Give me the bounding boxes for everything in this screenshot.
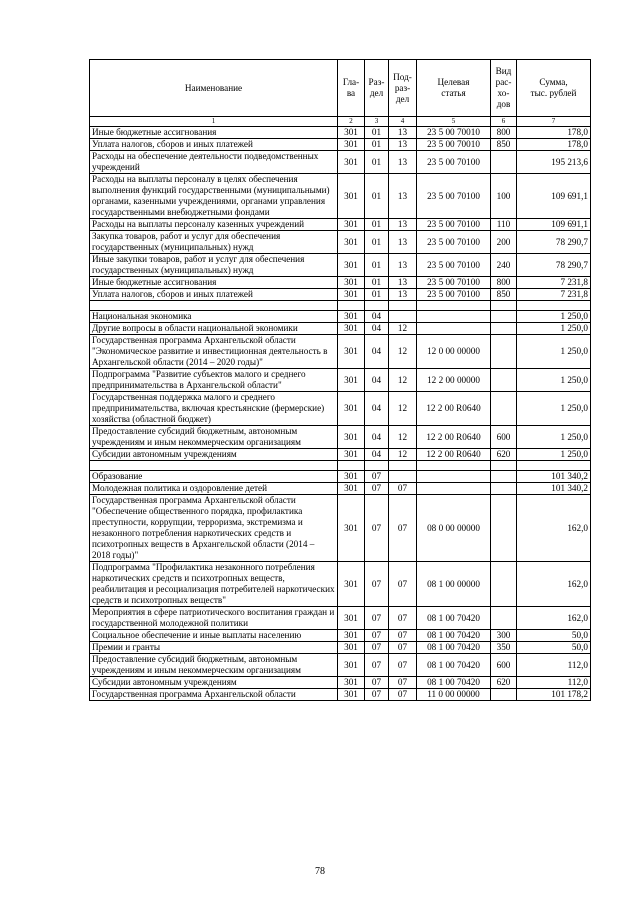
- row-amount-cell: 7 231,8: [517, 289, 591, 301]
- row-amount-cell: [517, 301, 591, 311]
- row-section-cell: 04: [365, 449, 389, 461]
- row-subsection-cell: 07: [389, 654, 417, 677]
- row-expense-type-cell: 200: [491, 231, 517, 254]
- row-chapter-cell: 301: [338, 369, 365, 392]
- row-subsection-cell: 13: [389, 289, 417, 301]
- column-number: 7: [517, 117, 591, 127]
- row-target-cell: 08 1 00 70420: [417, 677, 491, 689]
- row-chapter-cell: 301: [338, 151, 365, 174]
- row-amount-cell: 162,0: [517, 562, 591, 607]
- row-expense-type-cell: [491, 151, 517, 174]
- row-target-cell: 12 2 00 00000: [417, 369, 491, 392]
- row-section-cell: 07: [365, 471, 389, 483]
- row-expense-type-cell: 240: [491, 254, 517, 277]
- row-section-cell: [365, 301, 389, 311]
- row-target-cell: 08 1 00 70420: [417, 630, 491, 642]
- table-row: [90, 607, 591, 630]
- column-number: 6: [491, 117, 517, 127]
- row-target-cell: 08 1 00 70420: [417, 642, 491, 654]
- row-expense-type-cell: [491, 562, 517, 607]
- row-section-cell: 04: [365, 335, 389, 369]
- row-subsection-cell: 13: [389, 277, 417, 289]
- row-section-cell: 07: [365, 654, 389, 677]
- row-name-cell: Расходы на выплаты персоналу в целях обеспечения выполнения функций государственными (муниципальными) органами, казенными учреждениями, органами управления государственными внебюджетными фондами: [90, 174, 338, 219]
- row-name-cell: Молодежная политика и оздоровление детей: [90, 483, 338, 495]
- table-row: [90, 174, 591, 219]
- row-chapter-cell: 301: [338, 335, 365, 369]
- row-amount-cell: 50,0: [517, 630, 591, 642]
- row-target-cell: 12 2 00 R0640: [417, 449, 491, 461]
- header-subsection: Под- раз- дел: [389, 60, 417, 117]
- header-name: Наименование: [90, 60, 338, 117]
- row-name-cell: Подпрограмма "Развитие субъектов малого и среднего предпринимательства в Архангельской области": [90, 369, 338, 392]
- row-name-cell: Другие вопросы в области национальной экономики: [90, 323, 338, 335]
- row-subsection-cell: 13: [389, 254, 417, 277]
- row-amount-cell: 109 691,1: [517, 174, 591, 219]
- row-subsection-cell: 13: [389, 127, 417, 139]
- row-amount-cell: 162,0: [517, 607, 591, 630]
- row-target-cell: 11 0 00 00000: [417, 689, 491, 701]
- row-name-cell: Уплата налогов, сборов и иных платежей: [90, 139, 338, 151]
- row-subsection-cell: 07: [389, 689, 417, 701]
- row-section-cell: 04: [365, 323, 389, 335]
- row-subsection-cell: 13: [389, 219, 417, 231]
- row-subsection-cell: 12: [389, 449, 417, 461]
- row-section-cell: 07: [365, 562, 389, 607]
- row-section-cell: 01: [365, 231, 389, 254]
- row-name-cell: [90, 461, 338, 471]
- row-expense-type-cell: 110: [491, 219, 517, 231]
- row-section-cell: 07: [365, 689, 389, 701]
- row-chapter-cell: 301: [338, 231, 365, 254]
- table-row: [90, 139, 591, 151]
- row-section-cell: 01: [365, 127, 389, 139]
- row-amount-cell: 7 231,8: [517, 277, 591, 289]
- row-chapter-cell: [338, 301, 365, 311]
- row-amount-cell: 1 250,0: [517, 369, 591, 392]
- row-section-cell: 07: [365, 607, 389, 630]
- table-row: [90, 219, 591, 231]
- row-target-cell: 23 5 00 70010: [417, 139, 491, 151]
- column-number: 5: [417, 117, 491, 127]
- empty-row: [90, 301, 591, 311]
- row-subsection-cell: 12: [389, 335, 417, 369]
- row-chapter-cell: 301: [338, 642, 365, 654]
- row-target-cell: 23 5 00 70100: [417, 231, 491, 254]
- row-target-cell: 23 5 00 70100: [417, 277, 491, 289]
- row-target-cell: 12 2 00 R0640: [417, 426, 491, 449]
- table-body: [90, 127, 591, 701]
- column-number: 2: [338, 117, 365, 127]
- row-expense-type-cell: 600: [491, 426, 517, 449]
- column-number: 4: [389, 117, 417, 127]
- row-expense-type-cell: [491, 607, 517, 630]
- row-subsection-cell: [389, 461, 417, 471]
- row-section-cell: 04: [365, 392, 389, 426]
- table-row: [90, 689, 591, 701]
- row-chapter-cell: 301: [338, 289, 365, 301]
- row-section-cell: 04: [365, 311, 389, 323]
- table-row: [90, 449, 591, 461]
- row-expense-type-cell: 800: [491, 127, 517, 139]
- row-expense-type-cell: 600: [491, 654, 517, 677]
- row-name-cell: Государственная программа Архангельской области "Обеспечение общественного порядка, профилактика преступности, коррупции, терроризма, экстремизма и незаконного потребления наркотических средств и психотропных веществ в Архангельской области (2014 – 2018 годы)": [90, 495, 338, 562]
- row-amount-cell: 101 340,2: [517, 483, 591, 495]
- row-expense-type-cell: [491, 311, 517, 323]
- row-name-cell: Подпрограмма "Профилактика незаконного потребления наркотических средств и психотропных веществ, реабилитация и ресоциализация потребителей наркотических средств и психотропных веществ": [90, 562, 338, 607]
- row-expense-type-cell: [491, 689, 517, 701]
- row-target-cell: [417, 483, 491, 495]
- row-chapter-cell: 301: [338, 449, 365, 461]
- row-target-cell: 23 5 00 70100: [417, 254, 491, 277]
- table-row: [90, 289, 591, 301]
- row-section-cell: 07: [365, 483, 389, 495]
- table-row: [90, 277, 591, 289]
- row-target-cell: [417, 471, 491, 483]
- row-expense-type-cell: 850: [491, 289, 517, 301]
- row-chapter-cell: [338, 461, 365, 471]
- row-name-cell: Предоставление субсидий бюджетным, автономным учреждениям и иным некоммерческим организациям: [90, 426, 338, 449]
- table-row: [90, 392, 591, 426]
- row-target-cell: 12 0 00 00000: [417, 335, 491, 369]
- table-row: [90, 677, 591, 689]
- page-number: 78: [315, 866, 325, 877]
- row-target-cell: 12 2 00 R0640: [417, 392, 491, 426]
- table-row: [90, 151, 591, 174]
- row-section-cell: 01: [365, 219, 389, 231]
- column-number-row: [90, 117, 591, 127]
- row-subsection-cell: 07: [389, 630, 417, 642]
- row-name-cell: Премии и гранты: [90, 642, 338, 654]
- row-subsection-cell: 07: [389, 562, 417, 607]
- row-target-cell: 23 5 00 70100: [417, 289, 491, 301]
- column-number: 1: [90, 117, 338, 127]
- row-chapter-cell: 301: [338, 495, 365, 562]
- row-section-cell: [365, 461, 389, 471]
- table-row: [90, 471, 591, 483]
- row-section-cell: 04: [365, 426, 389, 449]
- row-expense-type-cell: 800: [491, 277, 517, 289]
- row-amount-cell: 78 290,7: [517, 254, 591, 277]
- row-subsection-cell: 07: [389, 607, 417, 630]
- row-amount-cell: 78 290,7: [517, 231, 591, 254]
- row-expense-type-cell: [491, 471, 517, 483]
- row-amount-cell: 112,0: [517, 654, 591, 677]
- row-subsection-cell: 07: [389, 495, 417, 562]
- row-chapter-cell: 301: [338, 562, 365, 607]
- table-row: [90, 311, 591, 323]
- table-row: [90, 254, 591, 277]
- row-subsection-cell: 12: [389, 323, 417, 335]
- row-target-cell: 23 5 00 70010: [417, 127, 491, 139]
- table-row: [90, 483, 591, 495]
- row-subsection-cell: 13: [389, 174, 417, 219]
- row-section-cell: 01: [365, 289, 389, 301]
- row-name-cell: Государственная программа Архангельской области: [90, 689, 338, 701]
- row-target-cell: 23 5 00 70100: [417, 151, 491, 174]
- row-chapter-cell: 301: [338, 483, 365, 495]
- row-amount-cell: [517, 461, 591, 471]
- header-chapter: Гла- ва: [338, 60, 365, 117]
- header-section: Раз- дел: [365, 60, 389, 117]
- row-name-cell: [90, 301, 338, 311]
- row-subsection-cell: 12: [389, 369, 417, 392]
- row-section-cell: 01: [365, 139, 389, 151]
- row-name-cell: Уплата налогов, сборов и иных платежей: [90, 289, 338, 301]
- row-subsection-cell: 13: [389, 139, 417, 151]
- row-amount-cell: 101 340,2: [517, 471, 591, 483]
- row-chapter-cell: 301: [338, 254, 365, 277]
- table-row: [90, 495, 591, 562]
- row-target-cell: [417, 311, 491, 323]
- table-row: [90, 562, 591, 607]
- header-amount: Сумма, тыс. рублей: [517, 60, 591, 117]
- row-chapter-cell: 301: [338, 426, 365, 449]
- row-subsection-cell: 13: [389, 231, 417, 254]
- row-amount-cell: 109 691,1: [517, 219, 591, 231]
- row-chapter-cell: 301: [338, 277, 365, 289]
- row-chapter-cell: 301: [338, 127, 365, 139]
- row-expense-type-cell: [491, 392, 517, 426]
- row-section-cell: 01: [365, 254, 389, 277]
- row-section-cell: 07: [365, 495, 389, 562]
- row-name-cell: Мероприятия в сфере патриотического воспитания граждан и государственной молодежной политики: [90, 607, 338, 630]
- row-name-cell: Субсидии автономным учреждениям: [90, 449, 338, 461]
- table-row: [90, 231, 591, 254]
- row-expense-type-cell: 850: [491, 139, 517, 151]
- row-expense-type-cell: 300: [491, 630, 517, 642]
- row-amount-cell: 195 213,6: [517, 151, 591, 174]
- row-name-cell: Расходы на обеспечение деятельности подведомственных учреждений: [90, 151, 338, 174]
- table-row: [90, 642, 591, 654]
- row-amount-cell: 162,0: [517, 495, 591, 562]
- table-row: [90, 654, 591, 677]
- row-expense-type-cell: 620: [491, 677, 517, 689]
- row-subsection-cell: 07: [389, 677, 417, 689]
- row-expense-type-cell: [491, 483, 517, 495]
- row-section-cell: 01: [365, 151, 389, 174]
- row-subsection-cell: 13: [389, 151, 417, 174]
- row-chapter-cell: 301: [338, 471, 365, 483]
- row-subsection-cell: [389, 311, 417, 323]
- row-chapter-cell: 301: [338, 630, 365, 642]
- row-expense-type-cell: [491, 495, 517, 562]
- row-section-cell: 07: [365, 630, 389, 642]
- row-amount-cell: 1 250,0: [517, 392, 591, 426]
- row-target-cell: 23 5 00 70100: [417, 219, 491, 231]
- row-expense-type-cell: [491, 369, 517, 392]
- row-chapter-cell: 301: [338, 607, 365, 630]
- table-row: [90, 323, 591, 335]
- row-expense-type-cell: [491, 335, 517, 369]
- row-name-cell: Субсидии автономным учреждениям: [90, 677, 338, 689]
- header-expense-type: Вид рас- хо- дов: [491, 60, 517, 117]
- row-section-cell: 07: [365, 677, 389, 689]
- row-target-cell: [417, 301, 491, 311]
- row-name-cell: Иные закупки товаров, работ и услуг для обеспечения государственных (муниципальных) нужд: [90, 254, 338, 277]
- row-name-cell: Государственная поддержка малого и среднего предпринимательства, включая крестьянские (фермерские) хозяйства (областной бюджет): [90, 392, 338, 426]
- row-amount-cell: 178,0: [517, 127, 591, 139]
- row-amount-cell: 178,0: [517, 139, 591, 151]
- row-chapter-cell: 301: [338, 311, 365, 323]
- row-expense-type-cell: [491, 301, 517, 311]
- row-expense-type-cell: [491, 323, 517, 335]
- row-target-cell: 08 0 00 00000: [417, 495, 491, 562]
- table-row: [90, 426, 591, 449]
- row-target-cell: 08 1 00 00000: [417, 562, 491, 607]
- row-subsection-cell: 07: [389, 483, 417, 495]
- row-name-cell: Расходы на выплаты персоналу казенных учреждений: [90, 219, 338, 231]
- row-chapter-cell: 301: [338, 174, 365, 219]
- row-amount-cell: 1 250,0: [517, 311, 591, 323]
- row-chapter-cell: 301: [338, 219, 365, 231]
- table-row: [90, 369, 591, 392]
- row-amount-cell: 112,0: [517, 677, 591, 689]
- row-section-cell: 04: [365, 369, 389, 392]
- row-amount-cell: 1 250,0: [517, 449, 591, 461]
- row-target-cell: 23 5 00 70100: [417, 174, 491, 219]
- header-target: Целевая статья: [417, 60, 491, 117]
- row-name-cell: Национальная экономика: [90, 311, 338, 323]
- row-chapter-cell: 301: [338, 689, 365, 701]
- row-amount-cell: 1 250,0: [517, 323, 591, 335]
- column-number: 3: [365, 117, 389, 127]
- row-amount-cell: 1 250,0: [517, 335, 591, 369]
- row-subsection-cell: 12: [389, 426, 417, 449]
- row-chapter-cell: 301: [338, 392, 365, 426]
- table-row: [90, 127, 591, 139]
- row-target-cell: 08 1 00 70420: [417, 607, 491, 630]
- row-expense-type-cell: 620: [491, 449, 517, 461]
- table-row: [90, 335, 591, 369]
- row-name-cell: Социальное обеспечение и иные выплаты населению: [90, 630, 338, 642]
- row-amount-cell: 101 178,2: [517, 689, 591, 701]
- row-amount-cell: 50,0: [517, 642, 591, 654]
- row-chapter-cell: 301: [338, 654, 365, 677]
- row-target-cell: [417, 323, 491, 335]
- row-section-cell: 07: [365, 642, 389, 654]
- row-name-cell: Иные бюджетные ассигнования: [90, 277, 338, 289]
- row-subsection-cell: 07: [389, 642, 417, 654]
- row-subsection-cell: 12: [389, 392, 417, 426]
- row-expense-type-cell: [491, 461, 517, 471]
- row-section-cell: 01: [365, 174, 389, 219]
- row-expense-type-cell: 350: [491, 642, 517, 654]
- empty-row: [90, 461, 591, 471]
- row-subsection-cell: [389, 301, 417, 311]
- row-name-cell: Иные бюджетные ассигнования: [90, 127, 338, 139]
- header-row: [90, 60, 591, 117]
- budget-table: [89, 59, 591, 701]
- row-amount-cell: 1 250,0: [517, 426, 591, 449]
- row-chapter-cell: 301: [338, 139, 365, 151]
- row-target-cell: [417, 461, 491, 471]
- row-name-cell: Закупка товаров, работ и услуг для обеспечения государственных (муниципальных) нужд: [90, 231, 338, 254]
- row-name-cell: Образование: [90, 471, 338, 483]
- row-name-cell: Предоставление субсидий бюджетным, автономным учреждениям и иным некоммерческим организациям: [90, 654, 338, 677]
- row-target-cell: 08 1 00 70420: [417, 654, 491, 677]
- row-name-cell: Государственная программа Архангельской области "Экономическое развитие и инвестиционная деятельность в Архангельской области (2014 – 2020 годы)": [90, 335, 338, 369]
- table-row: [90, 630, 591, 642]
- row-chapter-cell: 301: [338, 677, 365, 689]
- row-chapter-cell: 301: [338, 323, 365, 335]
- row-subsection-cell: [389, 471, 417, 483]
- row-section-cell: 01: [365, 277, 389, 289]
- row-expense-type-cell: 100: [491, 174, 517, 219]
